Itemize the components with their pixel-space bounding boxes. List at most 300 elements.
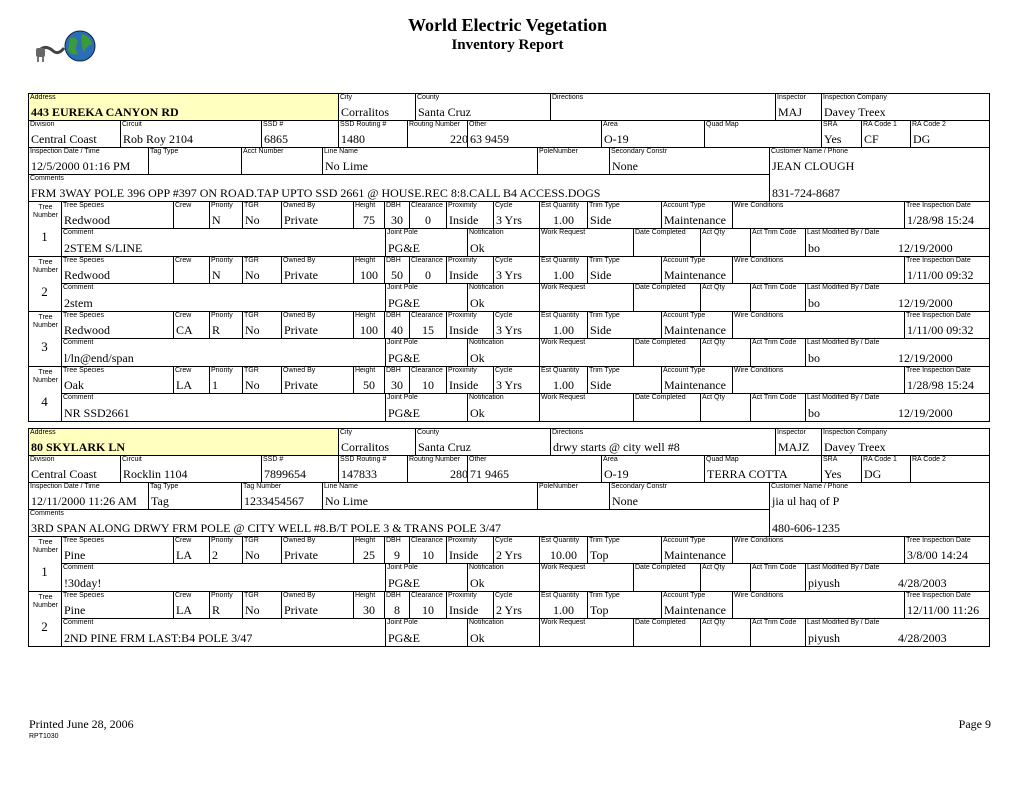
comment-value: !30day! <box>64 576 102 590</box>
directions-label: Directions <box>552 94 584 101</box>
clearance-value: 15 <box>422 323 434 337</box>
owned-by-value: Private <box>284 213 318 227</box>
last-modified-label: Last Modified By / Date <box>807 339 880 346</box>
height-value: 50 <box>363 378 375 392</box>
quad-map-label: Quad Map <box>706 456 739 463</box>
tree-label: Tree <box>38 594 53 601</box>
est-qty-value: 1.00 <box>553 323 574 337</box>
routing-number-label: Routing Number <box>409 456 460 463</box>
trim-type-label: Trim Type <box>589 592 620 599</box>
species-value: Redwood <box>64 323 110 337</box>
species-value: Pine <box>64 548 86 562</box>
cycle-value: 3 Yrs <box>496 323 522 337</box>
tree-inspection-date-label: Tree Inspection Date <box>906 312 971 319</box>
priority-value: N <box>212 268 221 282</box>
act-trim-code-label: Act Trim Code <box>752 619 797 626</box>
account-type-value: Maintenance <box>664 548 726 562</box>
cycle-label: Cycle <box>495 367 513 374</box>
county-label: County <box>417 94 440 101</box>
crew-label: Crew <box>175 257 192 264</box>
act-trim-code-label: Act Trim Code <box>752 339 797 346</box>
division-label: Division <box>30 121 55 128</box>
work-request-label: Work Request <box>541 394 586 401</box>
tag-number-label: Tag Number <box>243 483 282 490</box>
tgr-value: No <box>245 378 260 392</box>
area-value: O-19 <box>604 467 629 481</box>
address-value: 80 SKYLARK LN <box>31 440 126 454</box>
priority-label: Priority <box>211 202 233 209</box>
owned-by-label: Owned By <box>283 202 316 209</box>
priority-value: 2 <box>212 548 218 562</box>
other-value: 71 9465 <box>470 467 509 481</box>
number-label: Number <box>33 377 58 384</box>
owned-by-label: Owned By <box>283 537 316 544</box>
clearance-label: Clearance <box>411 312 443 319</box>
ssd-value: 6865 <box>264 132 288 146</box>
act-qty-label: Act Qty <box>702 229 725 236</box>
proximity-value: Inside <box>449 548 479 562</box>
city-label: City <box>340 429 353 436</box>
comments-value: FRM 3WAY POLE 396 OPP #397 ON ROAD.TAP UPTO SSD 2661 @ HOUSE.REC 8:8.CALL B4 ACCESS.DOGS <box>31 186 601 200</box>
tree-label: Tree <box>38 259 53 266</box>
proximity-label: Proximity <box>448 312 477 319</box>
clearance-label: Clearance <box>411 367 443 374</box>
inspection-date-value: 12/11/00 11:26 <box>907 603 980 617</box>
ssd-value: 7899654 <box>264 467 306 481</box>
inspection-date-value: 3/8/00 14:24 <box>907 548 969 562</box>
dbh-value: 30 <box>391 213 403 227</box>
tag-type-label: Tag Type <box>150 483 179 490</box>
tgr-value: No <box>245 603 260 617</box>
circuit-label: Circuit <box>122 456 142 463</box>
city-label: City <box>340 94 353 101</box>
account-type-label: Account Type <box>663 312 706 319</box>
crew-label: Crew <box>175 537 192 544</box>
est-quantity-label: Est Quantity <box>541 312 580 319</box>
trim-type-label: Trim Type <box>589 367 620 374</box>
account-type-value: Maintenance <box>664 268 726 282</box>
inspection-date-value: 1/11/00 09:32 <box>907 323 974 337</box>
customer-value: JEAN CLOUGH <box>772 159 855 173</box>
last-modified-label: Last Modified By / Date <box>807 564 880 571</box>
tree-species-label: Tree Species <box>63 592 104 599</box>
crew-value: LA <box>176 603 192 617</box>
ra-code1-value: CF <box>864 132 879 146</box>
tree-species-label: Tree Species <box>63 202 104 209</box>
clearance-value: 10 <box>422 548 434 562</box>
modified-date-value: 12/19/2000 <box>898 351 953 365</box>
modified-by-value: bo <box>808 406 820 420</box>
notification-label: Notification <box>469 619 504 626</box>
species-value: Pine <box>64 603 86 617</box>
report-code: RPT1030 <box>29 733 59 740</box>
dbh-value: 50 <box>391 268 403 282</box>
tree-label: Tree <box>38 204 53 211</box>
county-label: County <box>417 429 440 436</box>
act-trim-code-label: Act Trim Code <box>752 229 797 236</box>
comment-value: l/ln@end/span <box>64 351 134 365</box>
joint-pole-label: Joint Pole <box>387 394 418 401</box>
cycle-label: Cycle <box>495 257 513 264</box>
cycle-value: 3 Yrs <box>496 213 522 227</box>
proximity-label: Proximity <box>448 202 477 209</box>
cycle-value: 3 Yrs <box>496 378 522 392</box>
joint-pole-label: Joint Pole <box>387 619 418 626</box>
dbh-label: DBH <box>386 367 401 374</box>
inspection-date-value: 1/11/00 09:32 <box>907 268 974 282</box>
account-type-value: Maintenance <box>664 323 726 337</box>
line-name-label: Line Name <box>324 148 358 155</box>
routing-number-value: 280 <box>450 467 468 481</box>
date-completed-label: Date Completed <box>635 564 686 571</box>
dbh-label: DBH <box>386 312 401 319</box>
trim-type-label: Trim Type <box>589 257 620 264</box>
cycle-label: Cycle <box>495 312 513 319</box>
sra-value: Yes <box>824 132 842 146</box>
comment-label: Comment <box>63 564 94 571</box>
wire-conditions-label: Wire Conditions <box>734 257 784 264</box>
other-label: Other <box>469 121 487 128</box>
tgr-value: No <box>245 548 260 562</box>
secondary-constr-label: Secondary Constr <box>611 483 668 490</box>
report-subtitle: Inventory Report <box>451 37 564 53</box>
account-type-value: Maintenance <box>664 603 726 617</box>
ra-code2-label: RA Code 2 <box>912 456 946 463</box>
other-value: 63 9459 <box>470 132 509 146</box>
area-label: Area <box>603 121 618 128</box>
acct-number-label: Acct Number <box>243 148 284 155</box>
trim-type-value: Side <box>590 268 612 282</box>
height-value: 30 <box>363 603 375 617</box>
act-qty-label: Act Qty <box>702 284 725 291</box>
proximity-label: Proximity <box>448 367 477 374</box>
act-trim-code-label: Act Trim Code <box>752 394 797 401</box>
ra-code1-label: RA Code 1 <box>863 121 897 128</box>
joint-pole-value: PG&E <box>388 241 421 255</box>
tree-label: Tree <box>38 369 53 376</box>
tag-type-value: Tag <box>151 494 169 508</box>
tag-type-label: Tag Type <box>150 148 179 155</box>
customer-label: Customer Name / Phone <box>771 148 849 155</box>
number-label: Number <box>33 602 58 609</box>
priority-label: Priority <box>211 367 233 374</box>
inspection-date-value: 1/28/98 15:24 <box>907 213 975 227</box>
modified-date-value: 12/19/2000 <box>898 241 953 255</box>
notification-label: Notification <box>469 229 504 236</box>
last-modified-label: Last Modified By / Date <box>807 394 880 401</box>
inspection-dt-value: 12/5/2000 01:16 PM <box>31 159 131 173</box>
report-title: World Electric Vegetation <box>408 15 607 35</box>
account-type-value: Maintenance <box>664 378 726 392</box>
work-request-label: Work Request <box>541 229 586 236</box>
owned-by-value: Private <box>284 603 318 617</box>
owned-by-label: Owned By <box>283 312 316 319</box>
tree-number: 3 <box>41 339 48 354</box>
wire-conditions-label: Wire Conditions <box>734 312 784 319</box>
comment-label: Comment <box>63 394 94 401</box>
modified-date-value: 12/19/2000 <box>898 406 953 420</box>
crew-label: Crew <box>175 592 192 599</box>
modified-by-value: bo <box>808 296 820 310</box>
record-border <box>28 93 990 422</box>
tree-inspection-date-label: Tree Inspection Date <box>906 537 971 544</box>
cycle-value: 2 Yrs <box>496 603 522 617</box>
joint-pole-label: Joint Pole <box>387 229 418 236</box>
inspection-dt-value: 12/11/2000 11:26 AM <box>31 494 137 508</box>
globe-plug-icon <box>34 30 98 64</box>
tree-label: Tree <box>38 539 53 546</box>
cycle-label: Cycle <box>495 592 513 599</box>
trim-type-value: Top <box>590 548 609 562</box>
trim-type-value: Side <box>590 213 612 227</box>
customer-label: Customer Name / Phone <box>771 483 849 490</box>
notification-value: Ok <box>470 296 485 310</box>
quad-map-label: Quad Map <box>706 121 739 128</box>
comment-value: 2stem <box>64 296 93 310</box>
routing-number-label: Routing Number <box>409 121 460 128</box>
clearance-label: Clearance <box>411 202 443 209</box>
inspector-label: Inspector <box>777 94 806 101</box>
clearance-value: 0 <box>425 268 431 282</box>
date-completed-label: Date Completed <box>635 229 686 236</box>
work-request-label: Work Request <box>541 619 586 626</box>
est-quantity-label: Est Quantity <box>541 257 580 264</box>
clearance-label: Clearance <box>411 537 443 544</box>
crew-label: Crew <box>175 367 192 374</box>
est-qty-value: 1.00 <box>553 603 574 617</box>
tree-inspection-date-label: Tree Inspection Date <box>906 202 971 209</box>
tree-species-label: Tree Species <box>63 257 104 264</box>
notification-label: Notification <box>469 394 504 401</box>
dbh-value: 9 <box>394 548 400 562</box>
est-quantity-label: Est Quantity <box>541 367 580 374</box>
comment-label: Comment <box>63 284 94 291</box>
owned-by-label: Owned By <box>283 257 316 264</box>
last-modified-label: Last Modified By / Date <box>807 619 880 626</box>
tree-inspection-date-label: Tree Inspection Date <box>906 592 971 599</box>
pole-number-label: PoleNumber <box>539 148 578 155</box>
priority-value: 1 <box>212 378 218 392</box>
ra-code2-label: RA Code 2 <box>912 121 946 128</box>
customer-value: jia ul haq of P <box>772 494 840 508</box>
tree-number: 1 <box>41 564 48 579</box>
tree-number: 2 <box>41 284 48 299</box>
crew-value: LA <box>176 548 192 562</box>
wire-conditions-label: Wire Conditions <box>734 592 784 599</box>
inspection-company-label: Inspection Company <box>823 429 887 436</box>
joint-pole-value: PG&E <box>388 351 421 365</box>
priority-value: N <box>212 213 221 227</box>
priority-value: R <box>212 603 221 617</box>
last-modified-label: Last Modified By / Date <box>807 229 880 236</box>
circuit-value: Rob Roy 2104 <box>123 132 194 146</box>
proximity-value: Inside <box>449 323 479 337</box>
sra-value: Yes <box>824 467 842 481</box>
tgr-label: TGR <box>244 312 259 319</box>
wire-conditions-label: Wire Conditions <box>734 537 784 544</box>
inspection-company-value: Davey Treex <box>824 440 886 454</box>
height-value: 75 <box>363 213 375 227</box>
date-completed-label: Date Completed <box>635 284 686 291</box>
area-label: Area <box>603 456 618 463</box>
crew-value: LA <box>176 378 192 392</box>
line-name-value: No Lime <box>325 494 368 508</box>
ssd-label: SSD # <box>263 121 284 128</box>
height-value: 25 <box>363 548 375 562</box>
inspection-company-label: Inspection Company <box>823 94 887 101</box>
line-name-label: Line Name <box>324 483 358 490</box>
proximity-label: Proximity <box>448 537 477 544</box>
trim-type-label: Trim Type <box>589 312 620 319</box>
est-quantity-label: Est Quantity <box>541 537 580 544</box>
ra-code2-value: DG <box>913 132 931 146</box>
dbh-label: DBH <box>386 592 401 599</box>
crew-label: Crew <box>175 312 192 319</box>
ssd-routing-label: SSD Routing # <box>340 121 387 128</box>
dbh-value: 30 <box>391 378 403 392</box>
comment-label: Comment <box>63 619 94 626</box>
owned-by-label: Owned By <box>283 367 316 374</box>
owned-by-label: Owned By <box>283 592 316 599</box>
record-border <box>28 428 990 647</box>
joint-pole-value: PG&E <box>388 406 421 420</box>
joint-pole-value: PG&E <box>388 576 421 590</box>
notification-label: Notification <box>469 339 504 346</box>
tgr-label: TGR <box>244 202 259 209</box>
comment-value: 2ND PINE FRM LAST:B4 POLE 3/47 <box>64 631 253 645</box>
priority-label: Priority <box>211 592 233 599</box>
ssd-routing-label: SSD Routing # <box>340 456 387 463</box>
inspector-value: MAJZ <box>778 440 810 454</box>
priority-label: Priority <box>211 312 233 319</box>
inspection-dt-label: Inspection Date / Time <box>30 148 100 155</box>
ssd-routing-value: 147833 <box>341 467 377 481</box>
cycle-value: 2 Yrs <box>496 548 522 562</box>
work-request-label: Work Request <box>541 564 586 571</box>
secondary-constr-value: None <box>612 494 638 508</box>
act-qty-label: Act Qty <box>702 339 725 346</box>
height-label: Height <box>355 537 376 544</box>
act-trim-code-label: Act Trim Code <box>752 284 797 291</box>
modified-date-value: 4/28/2003 <box>898 631 947 645</box>
tree-number: 1 <box>41 229 48 244</box>
modified-date-value: 12/19/2000 <box>898 296 953 310</box>
customer-phone: 480-606-1235 <box>772 521 840 535</box>
species-value: Redwood <box>64 268 110 282</box>
notification-value: Ok <box>470 576 485 590</box>
clearance-label: Clearance <box>411 592 443 599</box>
modified-by-value: bo <box>808 351 820 365</box>
trim-type-label: Trim Type <box>589 202 620 209</box>
ra-code1-value: DG <box>864 467 882 481</box>
joint-pole-label: Joint Pole <box>387 284 418 291</box>
number-label: Number <box>33 322 58 329</box>
tgr-label: TGR <box>244 592 259 599</box>
last-modified-label: Last Modified By / Date <box>807 284 880 291</box>
est-qty-value: 1.00 <box>553 378 574 392</box>
height-label: Height <box>355 367 376 374</box>
act-qty-label: Act Qty <box>702 394 725 401</box>
clearance-label: Clearance <box>411 257 443 264</box>
height-value: 100 <box>360 323 378 337</box>
dbh-label: DBH <box>386 257 401 264</box>
tgr-value: No <box>245 268 260 282</box>
clearance-value: 0 <box>425 213 431 227</box>
account-type-value: Maintenance <box>664 213 726 227</box>
joint-pole-value: PG&E <box>388 296 421 310</box>
wire-conditions-label: Wire Conditions <box>734 367 784 374</box>
height-label: Height <box>355 592 376 599</box>
circuit-value: Rocklin 1104 <box>123 467 188 481</box>
est-quantity-label: Est Quantity <box>541 592 580 599</box>
cycle-label: Cycle <box>495 537 513 544</box>
cycle-value: 3 Yrs <box>496 268 522 282</box>
inspection-date-value: 1/28/98 15:24 <box>907 378 975 392</box>
trim-type-value: Side <box>590 323 612 337</box>
county-value: Santa Cruz <box>418 440 471 454</box>
joint-pole-value: PG&E <box>388 631 421 645</box>
owned-by-value: Private <box>284 378 318 392</box>
tgr-label: TGR <box>244 257 259 264</box>
priority-value: R <box>212 323 221 337</box>
act-qty-label: Act Qty <box>702 619 725 626</box>
comments-value: 3RD SPAN ALONG DRWY FRM POLE @ CITY WELL #8.B/T POLE 3 & TRANS POLE 3/47 <box>31 521 501 535</box>
proximity-value: Inside <box>449 603 479 617</box>
tree-inspection-date-label: Tree Inspection Date <box>906 257 971 264</box>
quad-map-value: TERRA COTTA <box>707 467 788 481</box>
date-completed-label: Date Completed <box>635 339 686 346</box>
area-value: O-19 <box>604 132 629 146</box>
wire-conditions-label: Wire Conditions <box>734 202 784 209</box>
trim-type-label: Trim Type <box>589 537 620 544</box>
pole-number-label: PoleNumber <box>539 483 578 490</box>
tree-inspection-date-label: Tree Inspection Date <box>906 367 971 374</box>
other-label: Other <box>469 456 487 463</box>
account-type-label: Account Type <box>663 592 706 599</box>
priority-label: Priority <box>211 537 233 544</box>
crew-value: CA <box>176 323 193 337</box>
est-qty-value: 1.00 <box>553 268 574 282</box>
inspector-label: Inspector <box>777 429 806 436</box>
owned-by-value: Private <box>284 268 318 282</box>
tree-label: Tree <box>38 314 53 321</box>
number-label: Number <box>33 267 58 274</box>
clearance-value: 10 <box>422 603 434 617</box>
ssd-label: SSD # <box>263 456 284 463</box>
city-value: Corralitos <box>341 105 389 119</box>
trim-type-value: Top <box>590 603 609 617</box>
address-label: Address <box>30 94 56 101</box>
account-type-label: Account Type <box>663 537 706 544</box>
number-label: Number <box>33 212 58 219</box>
tree-number: 2 <box>41 619 48 634</box>
proximity-value: Inside <box>449 378 479 392</box>
account-type-label: Account Type <box>663 202 706 209</box>
comment-label: Comment <box>63 339 94 346</box>
height-label: Height <box>355 257 376 264</box>
owned-by-value: Private <box>284 548 318 562</box>
dbh-label: DBH <box>386 537 401 544</box>
proximity-label: Proximity <box>448 257 477 264</box>
address-value: 443 EUREKA CANYON RD <box>31 105 179 119</box>
modified-by-value: bo <box>808 241 820 255</box>
address-label: Address <box>30 429 56 436</box>
inspector-value: MAJ <box>778 105 803 119</box>
sra-label: SRA <box>823 121 838 128</box>
sra-label: SRA <box>823 456 838 463</box>
customer-phone: 831-724-8687 <box>772 186 840 200</box>
modified-by-value: piyush <box>808 576 841 590</box>
